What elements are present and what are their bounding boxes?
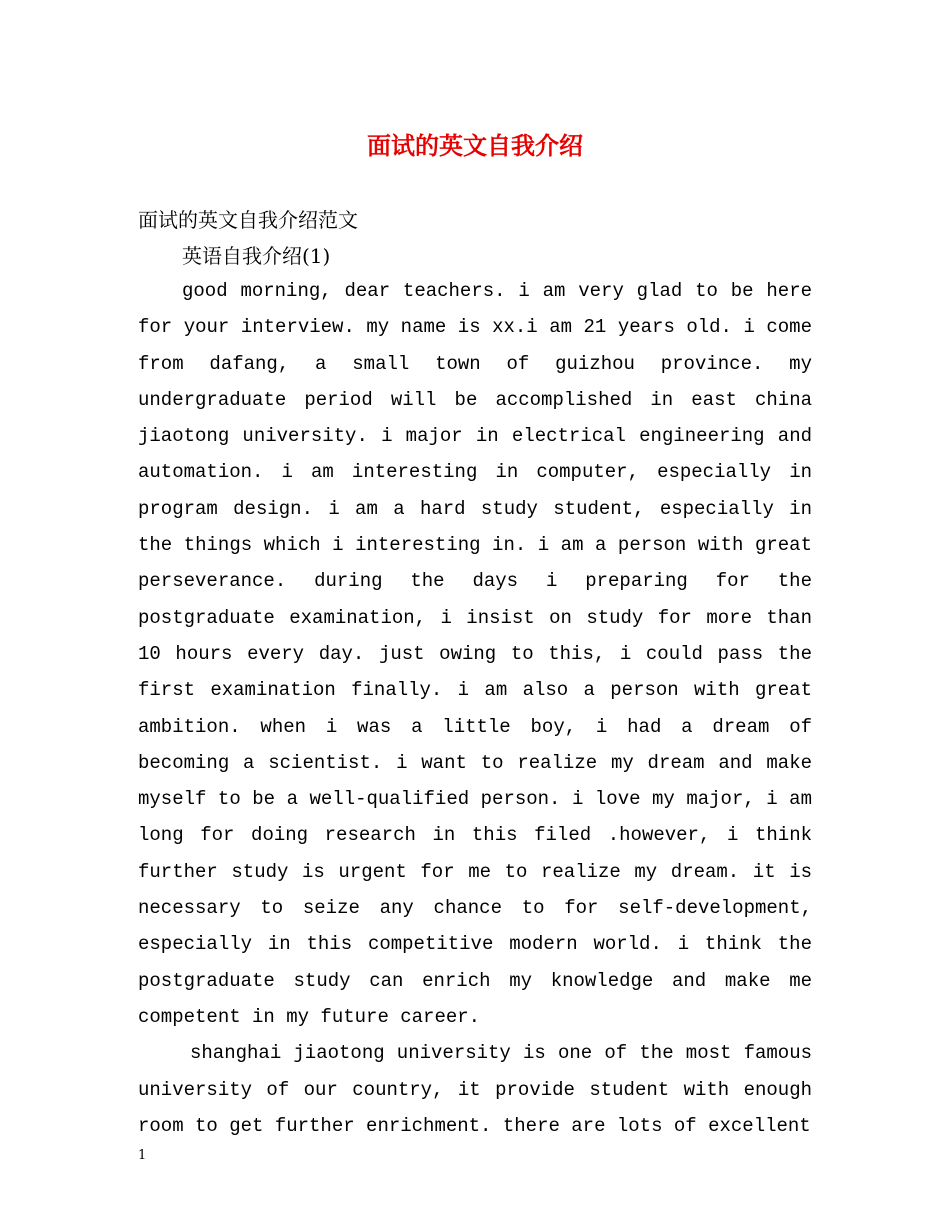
body-paragraph: shanghai jiaotong university is one of the most famous university of our country, it provide student with enough room to get further enrichment. there are lots of excellent [138,1042,812,1137]
document-subtitle: 面试的英文自我介绍范文 [138,208,358,232]
document-title: 面试的英文自我介绍 [367,131,583,160]
document-body [138,273,812,1144]
body-paragraph: good morning, dear teachers. i am very glad to be here for your interview. my name is xx.i am 21 years old. i come from dafang, a small town of guizhou province. my undergraduate period will be accomplished in east china jiaotong university. i major in electrical engineering and automation. i am interesting in computer, especially in program design. i am a hard study student, especially in the things which i interesting in. i am a person with great perseverance. during the days i preparing for the postgraduate examination, i insist on study for more than 10 hours every day. just owing to this, i could pass the first examination finally. i am also a person with great ambition. when i was a little boy, i had a dream of becoming a scientist. i want to realize my dream and make myself to be a well-qualified person. i love my major, i am long for doing research in this filed .however, i think further study is urgent for me to realize my dream. it is necessary to seize any chance to for self-development, especially in this competitive modern world. i think the postgraduate study can enrich my knowledge and make me competent in my future career. [138,280,812,1028]
section-heading: 英语自我介绍(1) [182,244,331,268]
page-number: 1 [138,1148,147,1163]
